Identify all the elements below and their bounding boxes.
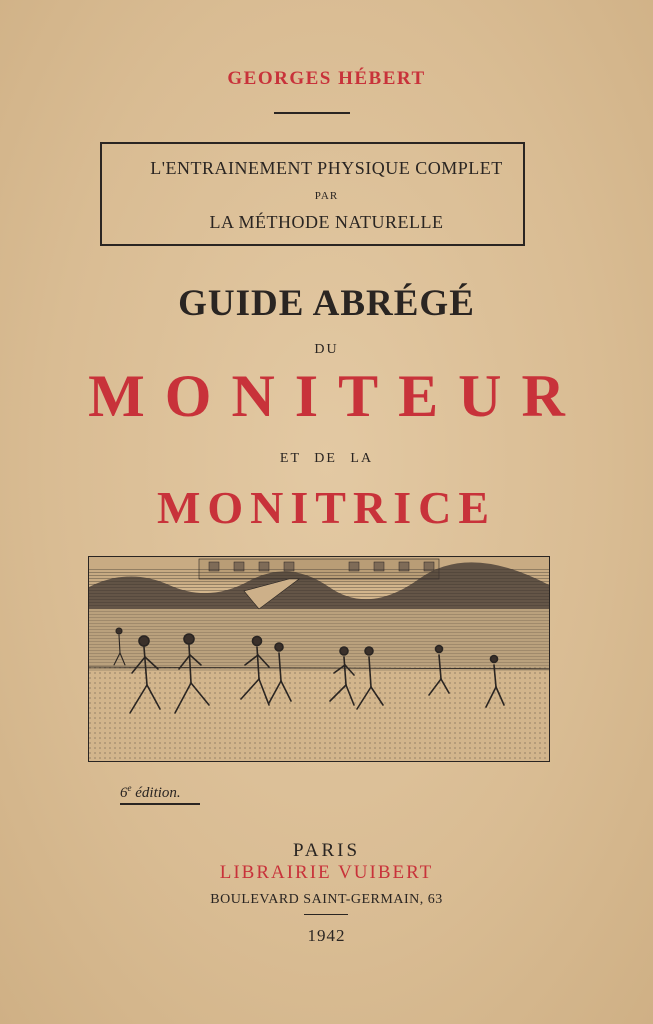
method-line-3: LA MÉTHODE NATURELLE: [209, 212, 444, 232]
publication-year: 1942: [307, 926, 346, 945]
author-name: GEORGES HÉBERT: [227, 68, 426, 89]
publisher-name: LIBRAIRIE VUIBERT: [219, 862, 434, 883]
method-line-2: PAR: [314, 190, 339, 202]
publisher-address: BOULEVARD SAINT-GERMAIN, 63: [210, 892, 443, 907]
title-et-de-la: ET DE LA: [279, 451, 374, 466]
edition-number: 6: [120, 785, 128, 801]
address-divider: [304, 914, 348, 915]
edition-word: édition.: [135, 785, 181, 801]
publisher-city: PARIS: [292, 840, 361, 861]
title-monitrice: MONITRICE: [156, 482, 497, 533]
engraving-runners-illustration: [88, 556, 550, 762]
title-guide-abrege: GUIDE ABRÉGÉ: [178, 283, 475, 324]
edition-suffix: e: [127, 783, 132, 793]
edition-underline: [120, 803, 200, 805]
edition-label: [120, 783, 181, 802]
title-moniteur: MONITEUR: [88, 363, 585, 429]
method-line-1: L'ENTRAINEMENT PHYSIQUE COMPLET: [150, 158, 503, 178]
title-du: DU: [314, 342, 339, 357]
author-divider: [274, 112, 350, 114]
